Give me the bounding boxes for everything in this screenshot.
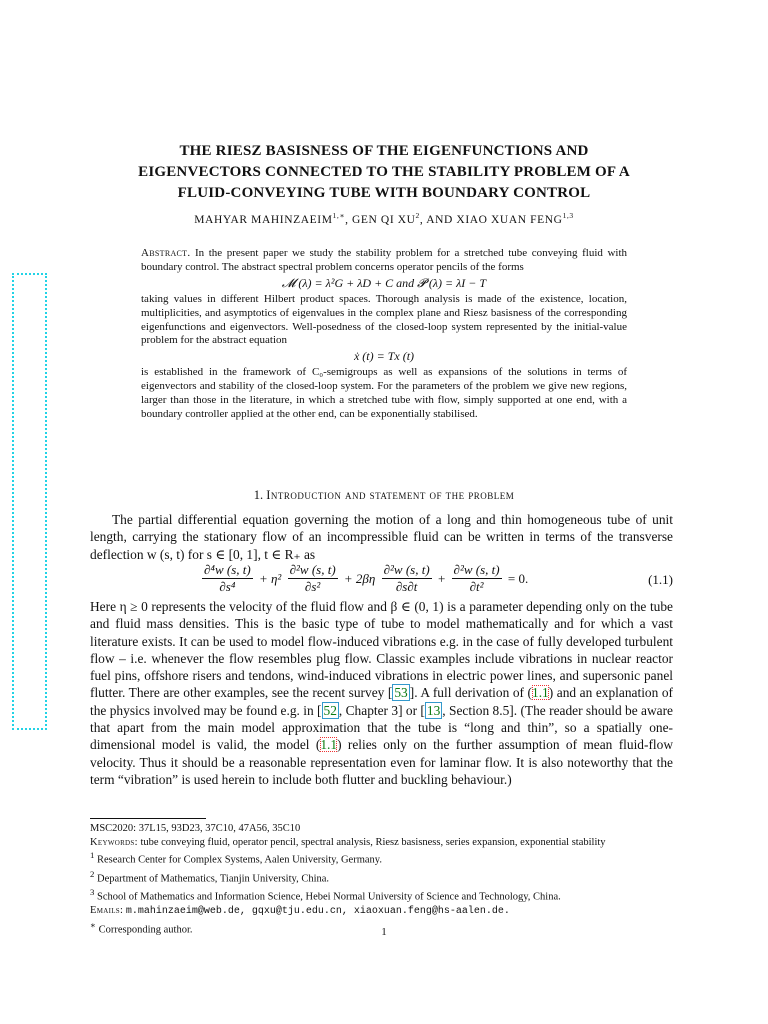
- paper-title: [90, 141, 678, 204]
- abstract-paragraph-3: is established in the framework of C₀-semigroups as well as expansions of the solutions in terms of eigenvectors and stability of the closed-loop system. For the parameters of the problem we give new regions, larger than those in the literature, in which a stretched tube with flow, simply supported at one end, with a boundary controller applied at the other end, can be exponentially stabilised.: [141, 366, 627, 420]
- emails-label: Emails:: [90, 905, 124, 917]
- intro-p2-text-1: Here η ≥ 0 represents the velocity of the fluid flow and β ∈ (0, 1) is a parameter depending only on the tube and fluid mass densities. This is the basic type of tube to model mathematically and for which a vast literature exists. It can be used to model flow-induced vibrations e.g. in the case of fully developed turbulent flow – i.e. whenever the flow resembles plug flow. Classic examples include vibrations in nuclear reactor fuel pins, offshore risers and tendons, wind-induced vibrations in electric power lines, and supersonic panel flutter. There are other examples, see the recent survey [: [90, 599, 673, 701]
- equation-rhs: = 0.: [507, 570, 529, 586]
- corresponding-author-text: Corresponding author.: [98, 924, 193, 936]
- term-1-denominator: ∂s⁴: [219, 579, 236, 594]
- abstract-equation-pencils: 𝓜 (λ) = λ²G + λD + C and 𝓟 (λ) = λI − T: [281, 275, 487, 290]
- equation-body: [202, 562, 531, 595]
- affiliation-2: [90, 868, 675, 886]
- title-line-2: EIGENVECTORS CONNECTED TO THE STABILITY PROBLEM OF A: [138, 164, 630, 180]
- author-line: [90, 211, 678, 226]
- author-separator-2: , AND XIAO XUAN FENG: [419, 213, 563, 226]
- affiliation-2-text: Department of Mathematics, Tianjin University, China.: [97, 873, 330, 885]
- keywords-text: tube conveying fluid, operator pencil, spectral analysis, Riesz basisness, series expansion, exponential stability: [140, 836, 606, 848]
- affiliation-2-mark: 2: [90, 868, 95, 879]
- abstract-equation-evolution: ẋ (t) = Tx (t): [353, 349, 415, 364]
- equation-number: (1.1): [648, 572, 673, 587]
- operator-2: + 2βη: [343, 570, 376, 586]
- keywords: [90, 836, 675, 850]
- citation-link-52[interactable]: 52: [323, 702, 337, 718]
- term-2-denominator: ∂s²: [304, 579, 321, 594]
- section-number: 1.: [253, 488, 264, 502]
- abstract-paragraph-1: In the present paper we study the stability problem for a stretched tube conveying fluid with boundary control. The abstract spectral problem concerns operator pencils of the forms: [141, 247, 628, 273]
- author-separator-1: , GEN QI XU: [345, 213, 416, 226]
- selection-highlight-box: [12, 273, 47, 730]
- operator-3: +: [437, 570, 446, 586]
- abstract: [141, 247, 627, 422]
- affiliation-1-text: Research Center for Complex Systems, Aalen University, Germany.: [97, 854, 382, 866]
- affiliation-1: [90, 849, 675, 867]
- equation-term-2: [288, 562, 338, 595]
- footnotes: [90, 822, 675, 937]
- term-1-numerator: ∂⁴w (s, t): [204, 562, 251, 577]
- intro-paragraph-1-container: [90, 511, 673, 563]
- term-4-denominator: ∂t²: [469, 579, 484, 594]
- author-3-marks: 1,3: [562, 211, 574, 220]
- author-2-marks: 2: [415, 211, 420, 220]
- term-3-numerator: ∂²w (s, t): [383, 562, 430, 577]
- intro-p2-text-4: , Chapter 3] or [: [338, 702, 425, 718]
- affiliation-3-text: School of Mathematics and Information Science, Hebei Normal University of Science and Technology, China.: [97, 891, 561, 903]
- citation-link-53[interactable]: 53: [394, 685, 408, 701]
- intro-p2-text-5: , Section 8.5]. (The reader should be aware that apart from the main model approximation that the tube is “long and thin”, so a spatially one-dimensional model is valid, the model (: [90, 702, 673, 753]
- abstract-label: Abstract.: [141, 247, 191, 259]
- abstract-paragraph-2: taking values in different Hilbert product spaces. Thorough analysis is made of the existence, location, multiplicities, and asymptotics of eigenvalues in the complex plane and Riesz basisness of the corresponding eigenfunctions and eigenvectors. Well-posedness of the closed-loop system represented by the initial-value problem for the abstract equation: [141, 292, 627, 347]
- section-title: Introduction and statement of the problem: [266, 488, 515, 502]
- operator-1: + η²: [258, 570, 282, 586]
- author-1-marks: 1,∗: [332, 211, 346, 220]
- affiliation-3: [90, 886, 675, 904]
- intro-p2-text-6: ) relies only on the further assumption of mean fluid-flow velocity. Thus it should be a reasonable representation even for laminar flow. It is also noteworthy that the term “vibration” is used herein to include both flutter and buckling behaviour.): [90, 737, 674, 787]
- intro-paragraph-1: The partial differential equation governing the motion of a long and thin homogeneous tube of unit length, carrying the stationary flow of an incompressible fluid can be written in terms of the transverse deflection w (s, t) for s ∈ [0, 1], t ∈ R₊ as: [90, 512, 673, 562]
- emails: [90, 904, 675, 919]
- intro-paragraph-2-container: [90, 598, 673, 788]
- page-number: 1: [381, 926, 387, 938]
- emails-text: m.mahinzaeim@web.de, gqxu@tju.edu.cn, xiaoxuan.feng@hs-aalen.de.: [125, 906, 510, 918]
- corresponding-mark: ∗: [90, 919, 96, 930]
- equation-term-4: [452, 562, 502, 595]
- term-2-numerator: ∂²w (s, t): [289, 562, 336, 577]
- affiliation-1-mark: 1: [90, 850, 95, 861]
- title-line-3: FLUID-CONVEYING TUBE WITH BOUNDARY CONTROL: [177, 185, 591, 201]
- term-3-denominator: ∂s∂t: [395, 579, 418, 594]
- equation-term-3: [382, 562, 432, 595]
- equation-ref-link-2[interactable]: 1.1: [320, 737, 338, 753]
- affiliation-3-mark: 3: [90, 886, 95, 897]
- msc-classification: MSC2020: 37L15, 93D23, 37C10, 47A56, 35C10: [90, 823, 301, 834]
- author-1: MAHYAR MAHINZAEIM: [194, 213, 333, 226]
- intro-paragraph-2: [90, 598, 673, 788]
- equation-ref-link-1[interactable]: 1.1: [532, 685, 549, 701]
- keywords-label: Keywords:: [90, 836, 138, 848]
- equation-1-1: [90, 560, 673, 600]
- title-line-1: THE RIESZ BASISNESS OF THE EIGENFUNCTIONS AND: [179, 143, 589, 159]
- section-heading: [90, 488, 678, 503]
- intro-p2-text-2: ]. A full derivation of (: [409, 685, 532, 701]
- citation-link-13[interactable]: 13: [426, 702, 441, 718]
- equation-term-1: [202, 562, 253, 595]
- intro-p2-text-3: ) and an explanation of the physics involved may be found e.g. in [: [90, 685, 674, 718]
- footnote-rule: [90, 818, 206, 819]
- term-4-numerator: ∂²w (s, t): [453, 562, 500, 577]
